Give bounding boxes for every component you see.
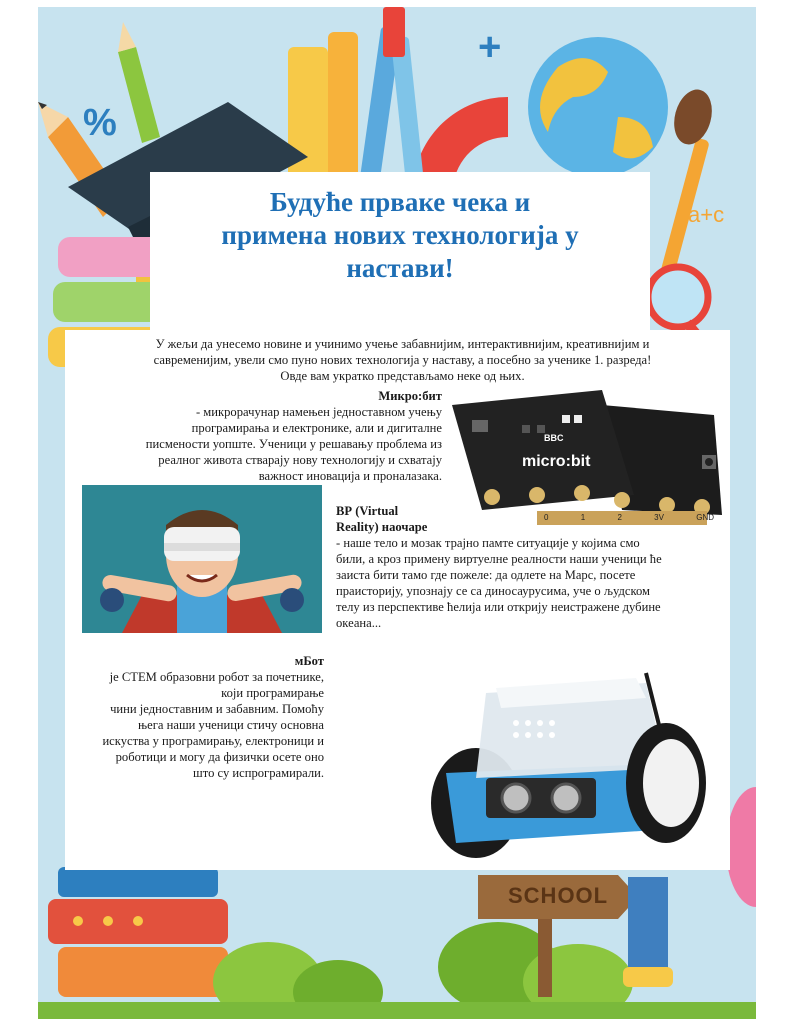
vr-heading-line: ВР (Virtual: [336, 504, 399, 518]
mbot-line: искуства у програмирању, електроници и: [102, 734, 324, 748]
intro-line: Овде вам укратко представљамо неке од њих.: [280, 369, 525, 383]
title-line: настави!: [346, 253, 454, 283]
microbit-heading: Микро:бит: [378, 389, 442, 403]
mbot-heading: мБот: [294, 654, 324, 668]
pin-label: GND: [696, 513, 714, 522]
mbot-line: чини једноставним и забавним. Помоћу: [110, 702, 324, 716]
vr-section: [336, 503, 716, 631]
bottom-books-icon: [48, 867, 228, 997]
microbit-line: - микрорачунар намењен једноставном учењу: [195, 405, 442, 419]
mbot-line: што су испрограмирали.: [193, 766, 324, 780]
pin-label: 0: [544, 513, 549, 522]
mbot-line: њега наши ученици стичу основна: [138, 718, 324, 732]
microbit-chip-label: micro:bit: [522, 453, 591, 470]
title-line: примена нових технологија у: [221, 220, 579, 250]
microbit-line: реалног живота стварају нову технологију и схватају: [158, 453, 442, 467]
pin-label: 3V: [654, 513, 664, 522]
globe-icon: [528, 37, 668, 177]
pin-label: 2: [617, 513, 622, 522]
microbit-line: писмености уопште. Ученици у решавању проблема из: [145, 437, 442, 451]
intro-paragraph: [95, 336, 710, 384]
ruler-icon: [288, 47, 328, 187]
microbit-logo: BBC: [544, 433, 564, 443]
microbit-line: програмирања и електронике, али и дигиталне: [191, 421, 442, 435]
pen-icon: [359, 7, 424, 188]
pin-label: 1: [580, 513, 586, 522]
vr-line: океана...: [336, 616, 382, 630]
vr-line: били, а кроз примену виртуелне реалности наши ученици ће: [336, 552, 662, 566]
vr-line: - наше тело и мозак трајно памте ситуације у којима смо: [336, 536, 640, 550]
microbit-section: [92, 388, 442, 484]
intro-line: У жељи да унесемо новине и учинимо учење забавнијим, интерактивнијим, креативнијим и: [155, 337, 650, 351]
vr-line: телу из перспективе ћелија или открију неистражене дубине: [336, 600, 661, 614]
green-pencil-icon: [118, 22, 160, 143]
plus-symbol: +: [478, 25, 502, 69]
title-line: Будуће прваке чека и: [269, 187, 531, 217]
percent-symbol: %: [83, 102, 117, 144]
page-title: [150, 186, 650, 285]
intro-line: савременијим, увели смо пуно нових технологија у наставу, а посебно за ученике 1. разреда!: [153, 353, 652, 367]
school-sign-text: SCHOOL: [508, 883, 609, 908]
mbot-line: који програмирање: [221, 686, 324, 700]
mbot-line: роботици и могу да физички осете оно: [115, 750, 324, 764]
mbot-line: је СТЕМ образовни робот за почетнике,: [109, 670, 324, 684]
math-text: a+c: [688, 202, 725, 227]
vr-line: заиста бити тамо где пожеле: да одлете на Марс, посете: [336, 568, 636, 582]
vr-heading-line: Reality) наочаре: [336, 520, 428, 534]
paintbrush-icon: [660, 85, 718, 276]
microbit-line: важност иновација и проналазака.: [258, 469, 442, 483]
mbot-robot-photo: [406, 653, 716, 863]
mbot-section: [78, 653, 324, 781]
vr-line: праисторију, упознају се са диносаурусима, уче о људском: [336, 584, 650, 598]
vr-headset-photo: [82, 485, 322, 633]
backpack-icon: [726, 787, 756, 907]
